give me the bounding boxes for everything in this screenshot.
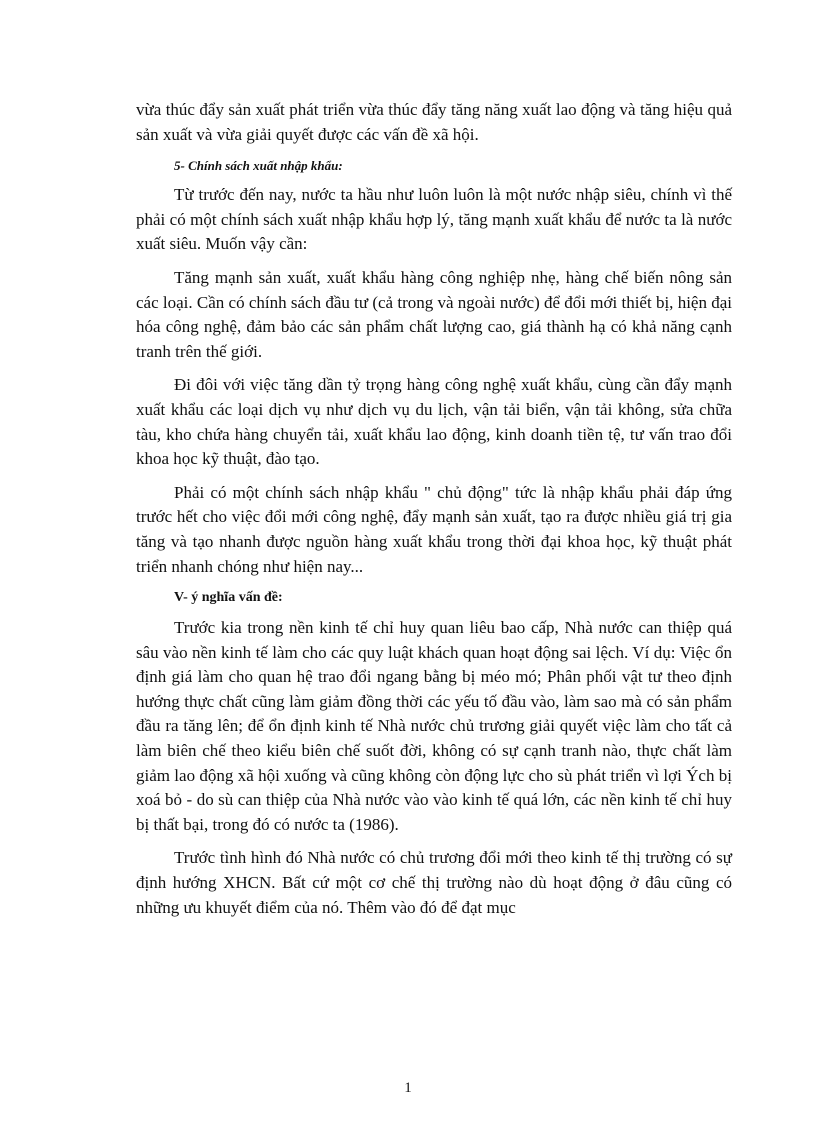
paragraph-import-surplus: Từ trước đến nay, nước ta hầu như luôn luôn là một nước nhập siêu, chính vì thế phải có một chính sách xuất nhập khẩu hợp lý, tăng mạnh xuất khẩu để nước ta là nước xuất siêu. Muốn vậy cần: — [136, 185, 732, 254]
document-page — [136, 98, 732, 929]
paragraph-service-exports: Đi đôi với việc tăng dần tỷ trọng hàng công nghệ xuất khẩu, cùng cần đẩy mạnh xuất khẩu các loại dịch vụ như dịch vụ du lịch, vận tải biển, vận tải không, sửa chữa tàu, kho chứa hàng chuyển tải, xuất khẩu lao động, kinh doanh tiền tệ, tư vấn trao đổi khoa học kỹ thuật, đào tạo. — [136, 375, 732, 469]
page-number: 1 — [404, 1080, 412, 1096]
paragraph-increase-production: Tăng mạnh sản xuất, xuất khẩu hàng công nghiệp nhẹ, hàng chế biến nông sản các loại. Cần có chính sách đầu tư (cả trong và ngoài nước) để đổi mới thiết bị, hiện đại hóa công nghệ, đảm bảo các sản phẩm chất lượng cao, giá thành hạ có khả năng cạnh tranh trên thế giới. — [136, 267, 732, 361]
section-heading-significance: V- ý nghĩa vấn đề: — [174, 590, 283, 606]
paragraph-active-import-policy: Phải có một chính sách nhập khẩu " chủ động" tức là nhập khẩu phải đáp ứng trước hết cho việc đổi mới công nghệ, đẩy mạnh sản xuất, tạo ra được nhiều giá trị gia tăng và tạo nhanh được nguồn hàng xuất khẩu trong thời đại khoa học, kỹ thuật phát triển nhanh chóng như hiện nay... — [136, 482, 732, 576]
paragraph-command-economy: Trước kia trong nền kinh tế chỉ huy quan liêu bao cấp, Nhà nước can thiệp quá sâu vào nền kinh tế làm cho các quy luật khách quan hoạt động sai lệch. Ví dụ: Việc ổn định giá làm cho quan hệ trao đổi ngang bằng bị méo mó; Phân phối vật tư theo định hướng thực chất cũng làm giảm đồng thời các yếu tố đầu vào, làm sao mà có sản phẩm đầu ra tăng lên; để ổn định kinh tế Nhà nước chủ trương giải quyết việc làm cho tất cả làm biên chế theo kiểu biên chế suốt đời, không có sự cạnh tranh nào, thực chất làm giảm lao động xã hội xuống và cũng không còn động lực cho sù phát triển vì lợi Ých bị xoá bỏ - do sù can thiệp của Nhà nước vào vào kinh tế quá lớn, các nền kinh tế chỉ huy bị thất bại, trong đó có nước ta (1986). — [136, 618, 732, 834]
paragraph-intro-continuation: vừa thúc đẩy sản xuất phát triển vừa thúc đẩy tăng năng xuất lao động và tăng hiệu quả sản xuất và vừa giải quyết được các vấn đề xã hội. — [136, 100, 732, 144]
section-heading-export-import-policy: 5- Chính sách xuất nhập khẩu: — [174, 158, 343, 174]
paragraph-market-economy: Trước tình hình đó Nhà nước có chủ trương đổi mới theo kinh tế thị trường có sự định hướng XHCN. Bất cứ một cơ chế thị trường nào dù hoạt động ở đâu cũng có những ưu khuyết điểm của nó. Thêm vào đó để đạt mục — [136, 848, 732, 917]
